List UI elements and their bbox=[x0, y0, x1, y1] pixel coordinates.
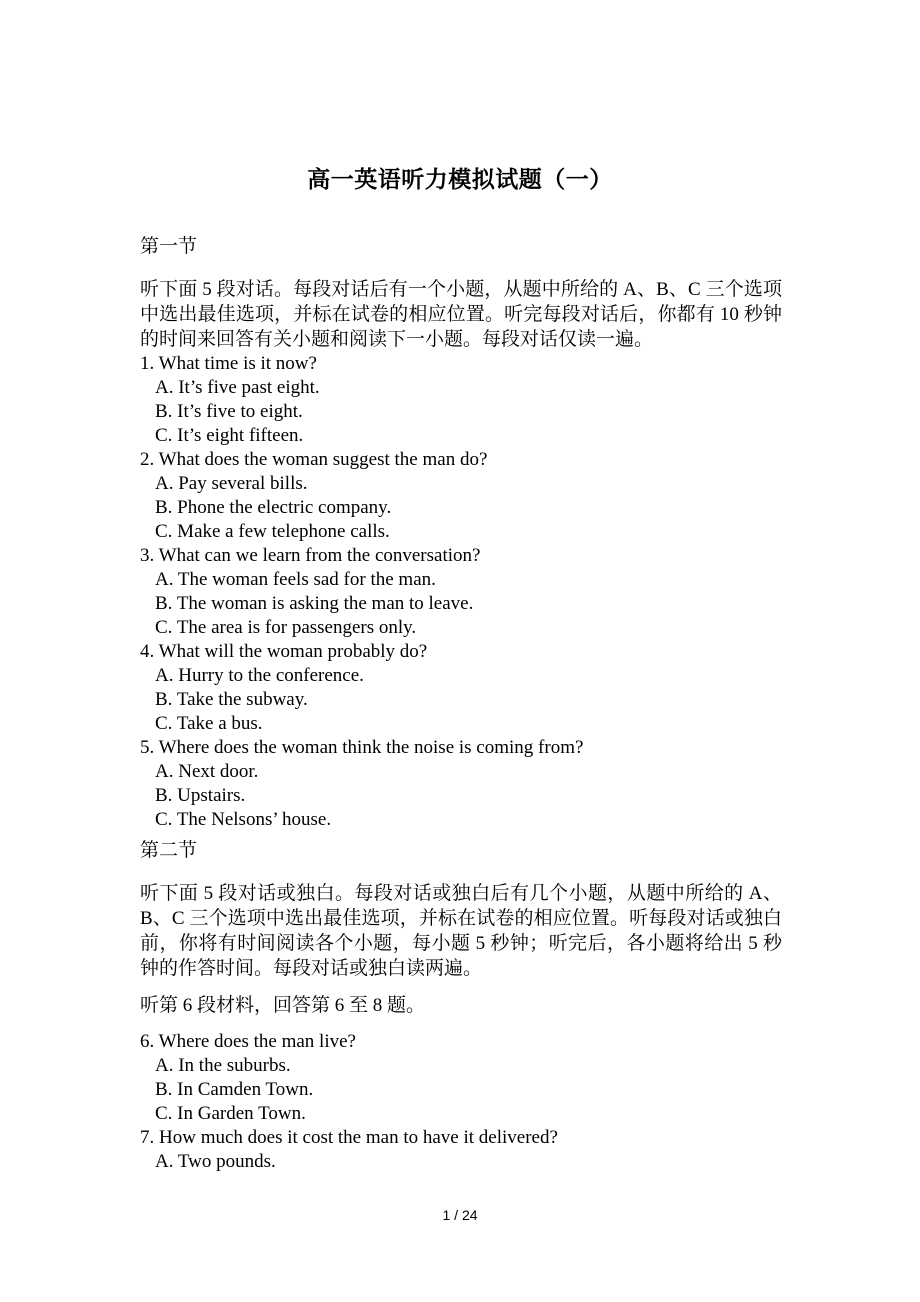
question-text: 1. What time is it now? bbox=[140, 353, 317, 374]
option-a: A. Hurry to the conference. bbox=[155, 665, 364, 686]
question-1 bbox=[140, 352, 782, 448]
section-heading-1: 第一节 bbox=[140, 236, 198, 257]
question-text: 2. What does the woman suggest the man do? bbox=[140, 449, 488, 470]
document-body bbox=[140, 230, 782, 1174]
option-a: A. The woman feels sad for the man. bbox=[155, 569, 436, 590]
option-b: B. The woman is asking the man to leave. bbox=[155, 593, 474, 614]
option-b: B. It’s five to eight. bbox=[155, 401, 303, 422]
page-number: 1 / 24 bbox=[442, 1207, 478, 1223]
option-a: A. Two pounds. bbox=[155, 1151, 276, 1172]
option-c: C. The Nelsons’ house. bbox=[155, 809, 332, 830]
question-7 bbox=[140, 1126, 782, 1174]
option-a: A. Next door. bbox=[155, 761, 259, 782]
question-6 bbox=[140, 1030, 782, 1126]
option-a: A. In the suburbs. bbox=[155, 1055, 291, 1076]
question-text: 4. What will the woman probably do? bbox=[140, 641, 428, 662]
section-heading-2: 第二节 bbox=[140, 840, 198, 861]
question-5 bbox=[140, 736, 782, 832]
option-b: B. Upstairs. bbox=[155, 785, 246, 806]
page-title: 高一英语听力模拟试题（一） bbox=[307, 167, 613, 193]
question-3 bbox=[140, 544, 782, 640]
question-text: 5. Where does the woman think the noise is coming from? bbox=[140, 737, 584, 758]
option-c: C. Take a bus. bbox=[155, 713, 263, 734]
sub-instructions: 听第 6 段材料，回答第 6 至 8 题。 bbox=[140, 995, 426, 1016]
option-b: B. Phone the electric company. bbox=[155, 497, 392, 518]
option-c: C. The area is for passengers only. bbox=[155, 617, 417, 638]
option-b: B. In Camden Town. bbox=[155, 1079, 314, 1100]
section-instructions-2: 听下面 5 段对话或独白。每段对话或独白后有几个小题，从题中所给的 A、B、C 三个选项中选出最佳选项，并标在试卷的相应位置。听每段对话或独白前，你将有时间阅读各个小题，每小题 5 秒钟；听完后，各小题将给出 5 秒钟的作答时间。每段对话或独白读两遍。 bbox=[140, 883, 782, 979]
question-text: 7. How much does it cost the man to have it delivered? bbox=[140, 1127, 558, 1148]
option-c: C. Make a few telephone calls. bbox=[155, 521, 390, 542]
section-instructions-1: 听下面 5 段对话。每段对话后有一个小题，从题中所给的 A、B、C 三个选项中选出最佳选项，并标在试卷的相应位置。听完每段对话后，你都有 10 秒钟的时间来回答有关小题和阅读下一小题。每段对话仅读一遍。 bbox=[140, 279, 782, 350]
option-c: C. It’s eight fifteen. bbox=[155, 425, 304, 446]
option-b: B. Take the subway. bbox=[155, 689, 308, 710]
question-2 bbox=[140, 448, 782, 544]
option-a: A. It’s five past eight. bbox=[155, 377, 320, 398]
option-c: C. In Garden Town. bbox=[155, 1103, 306, 1124]
question-text: 6. Where does the man live? bbox=[140, 1031, 356, 1052]
option-a: A. Pay several bills. bbox=[155, 473, 308, 494]
question-4 bbox=[140, 640, 782, 736]
question-text: 3. What can we learn from the conversation? bbox=[140, 545, 481, 566]
